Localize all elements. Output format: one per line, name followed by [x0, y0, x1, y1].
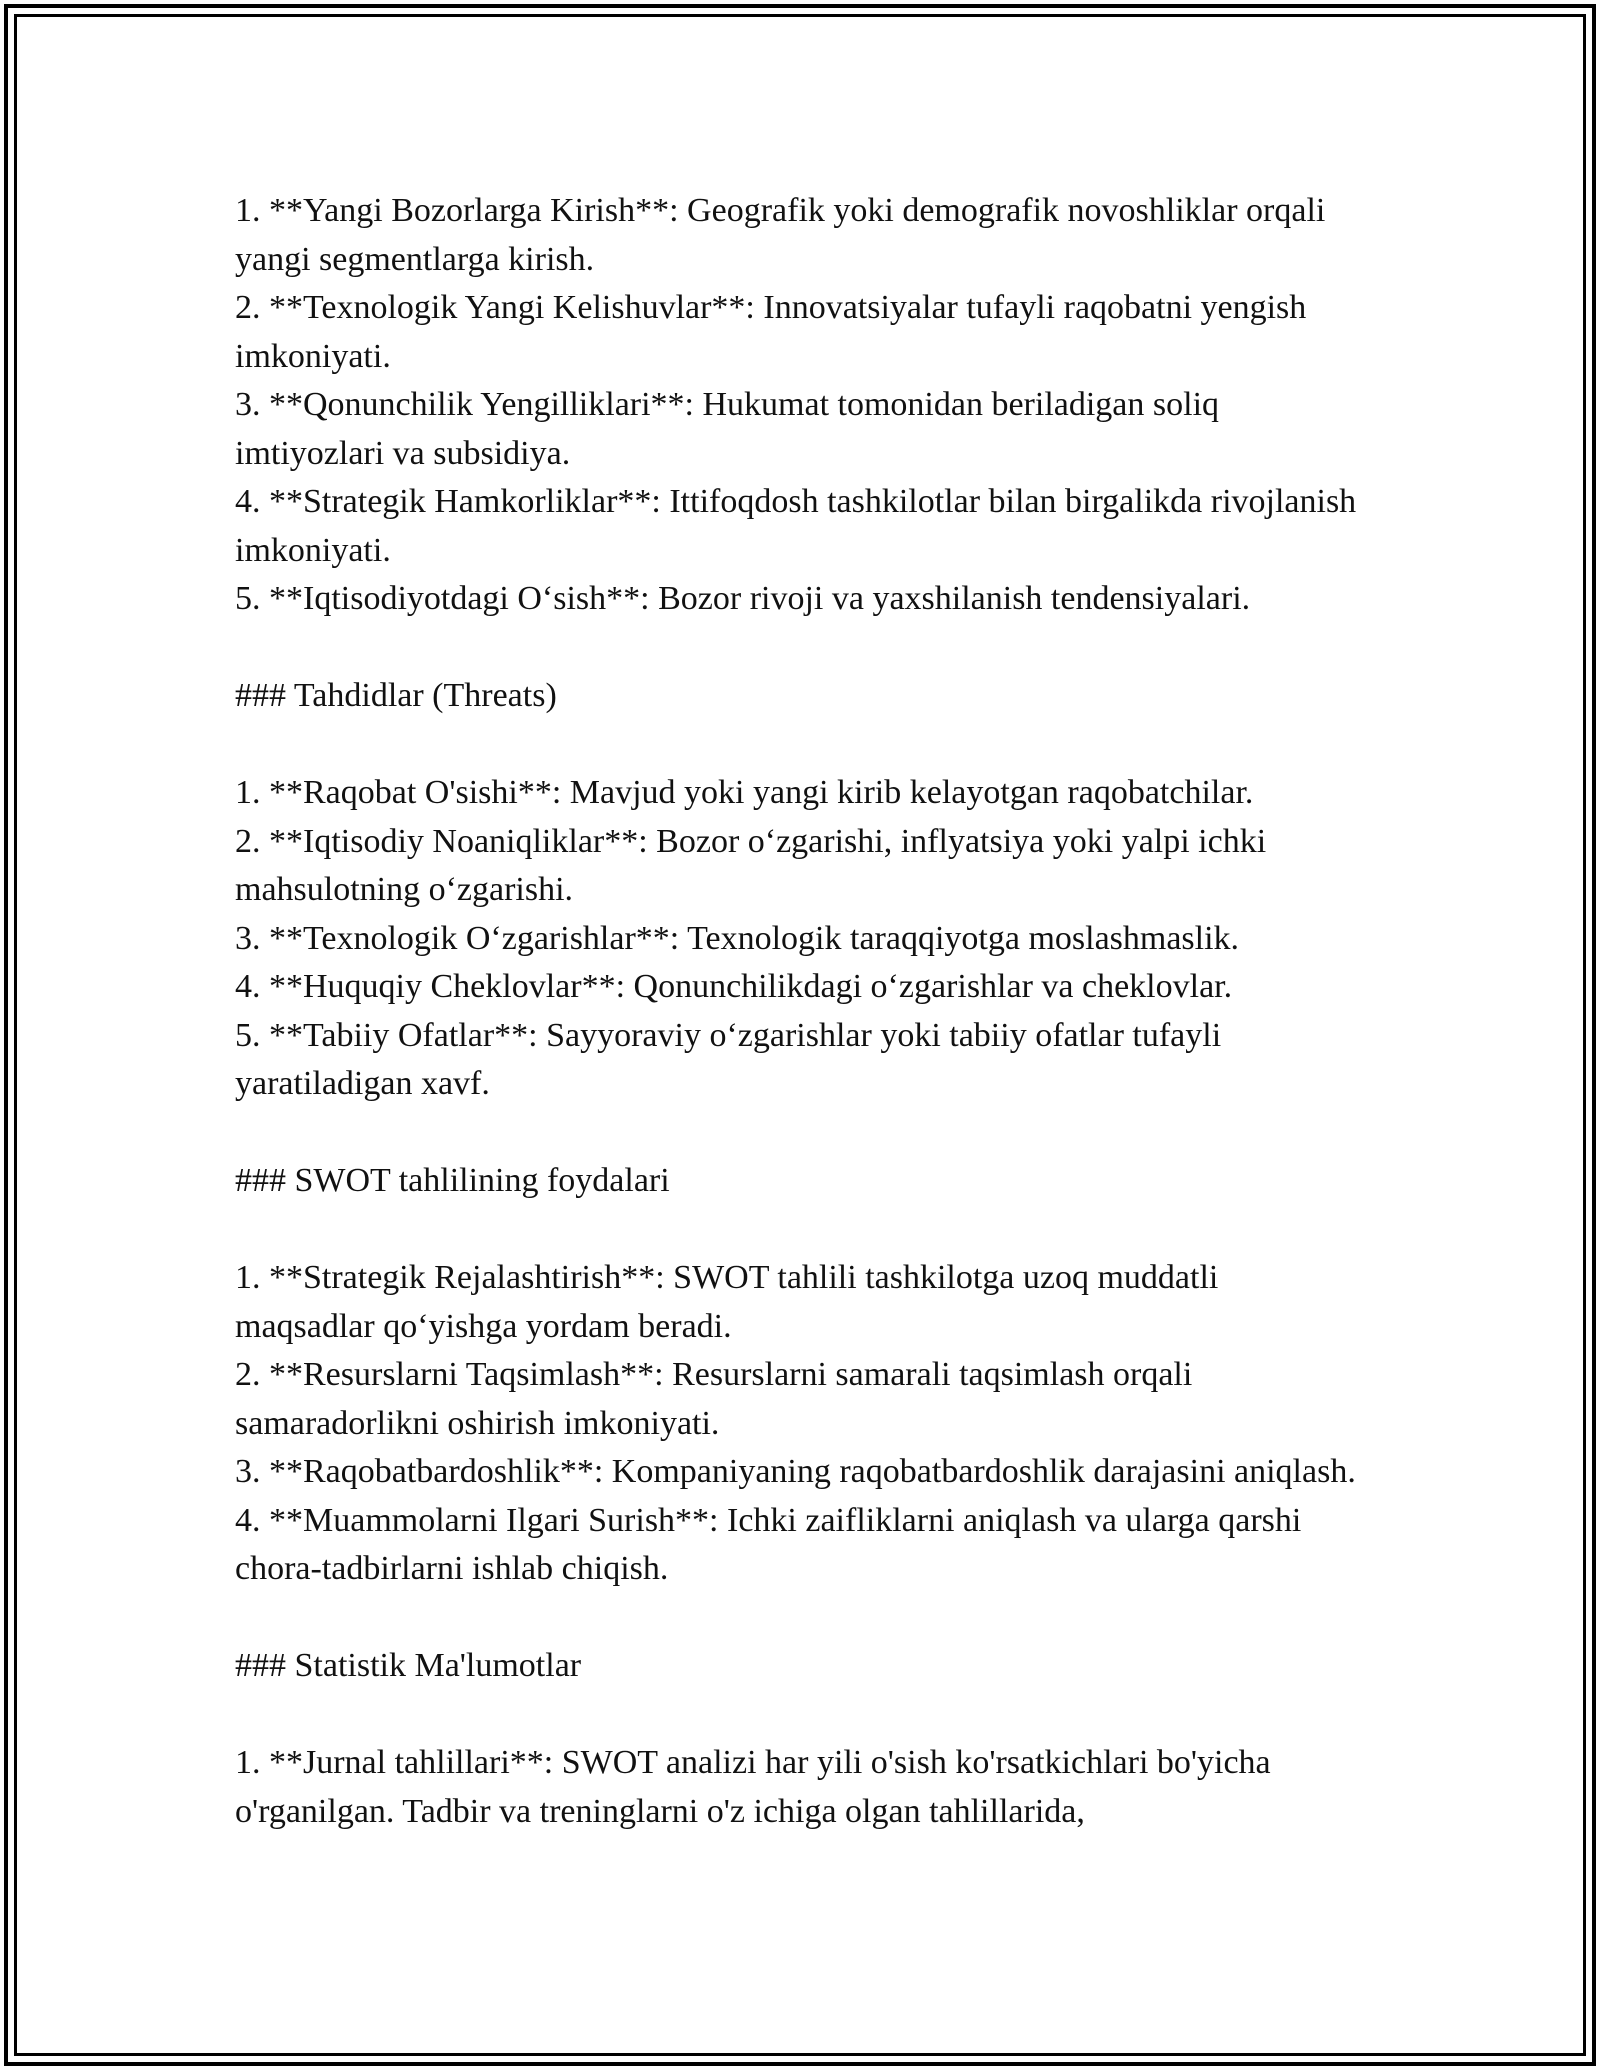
list-item: 2. **Texnologik Yangi Kelishuvlar**: Innovatsiyalar tufayli raqobatni yengish imkoniyati. — [235, 289, 1315, 375]
opportunities-list — [235, 187, 1365, 624]
list-item: 1. **Jurnal tahlillari**: SWOT analizi har yili o'sish ko'rsatkichlari bo'yicha o'rganilgan. Tadbir va treninglarni o'z ichiga olgan tahlillarida, — [235, 1744, 1280, 1830]
list-item: 3. **Raqobatbardoshlik**: Kompaniyaning raqobatbardoshlik darajasini aniqlash. — [235, 1453, 1356, 1490]
benefits-heading: ### SWOT tahlilining foydalari — [235, 1162, 670, 1199]
list-item: 4. **Huquqiy Cheklovlar**: Qonunchilikdagi o‘zgarishlar va cheklovlar. — [235, 968, 1233, 1005]
list-item: 1. **Yangi Bozorlarga Kirish**: Geografik yoki demografik novoshliklar orqali yangi segmentlarga kirish. — [235, 192, 1334, 278]
document-body — [235, 187, 1365, 1836]
list-item: 4. **Muammolarni Ilgari Surish**: Ichki zaifliklarni aniqlash va ularga qarshi chora-tadbirlarni ishlab chiqish. — [235, 1501, 1310, 1587]
list-item: 5. **Tabiiy Ofatlar**: Sayyoraviy o‘zgarishlar yoki tabiiy ofatlar tufayli yaratiladigan xavf. — [235, 1016, 1230, 1102]
list-item: 2. **Iqtisodiy Noaniqliklar**: Bozor o‘zgarishi, inflyatsiya yoki yalpi ichki mahsulotning o‘zgarishi. — [235, 822, 1275, 908]
list-item: 1. **Strategik Rejalashtirish**: SWOT tahlili tashkilotga uzoq muddatli maqsadlar qo‘yishga yordam beradi. — [235, 1259, 1227, 1345]
spacer — [235, 624, 1365, 673]
spacer — [235, 1206, 1365, 1255]
list-item: 5. **Iqtisodiyotdagi O‘sish**: Bozor rivoji va yaxshilanish tendensiyalari. — [235, 580, 1251, 617]
stats-heading: ### Statistik Ma'lumotlar — [235, 1647, 582, 1684]
list-item: 3. **Qonunchilik Yengilliklari**: Hukumat tomonidan beriladigan soliq imtiyozlari va subsidiya. — [235, 386, 1228, 472]
list-item: 3. **Texnologik O‘zgarishlar**: Texnologik taraqqiyotga moslashmaslik. — [235, 919, 1240, 957]
threats-list — [235, 769, 1365, 1109]
list-item: 4. **Strategik Hamkorliklar**: Ittifoqdosh tashkilotlar bilan birgalikda rivojlanish imkoniyati. — [235, 483, 1365, 569]
threats-heading: ### Tahdidlar (Threats) — [235, 677, 557, 714]
spacer — [235, 1109, 1365, 1158]
spacer — [235, 1691, 1365, 1740]
list-item: 1. **Raqobat O'sishi**: Mavjud yoki yangi kirib kelayotgan raqobatchilar. — [235, 774, 1254, 811]
stats-list — [235, 1739, 1365, 1836]
benefits-list — [235, 1254, 1365, 1594]
spacer — [235, 721, 1365, 770]
list-item: 2. **Resurslarni Taqsimlash**: Resurslarni samarali taqsimlash orqali samaradorlikni oshirish imkoniyati. — [235, 1356, 1201, 1442]
spacer — [235, 1594, 1365, 1643]
